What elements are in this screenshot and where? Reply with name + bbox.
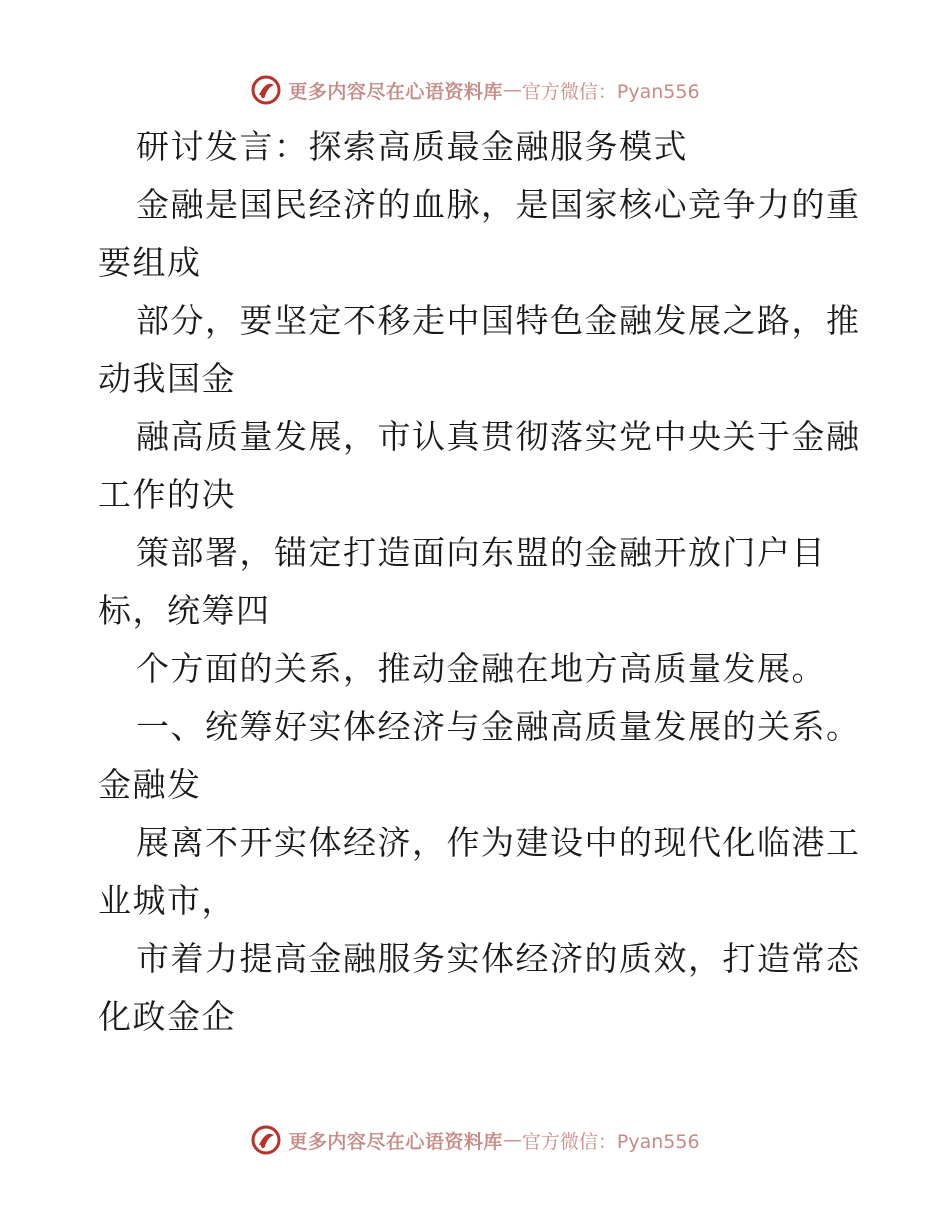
- document-title: 研讨发言：探索高质最金融服务模式: [136, 127, 688, 166]
- text-line: 部分，要坚定不移走中国特色金融发展之路，推: [136, 301, 861, 340]
- watermark-wechat-text: 官方微信：Pyan556: [521, 80, 700, 103]
- text-line: 策部署，锚定打造面向东盟的金融开放门户目: [136, 533, 826, 572]
- footer-watermark: [0, 1120, 950, 1160]
- watermark-main-text: 更多内容尽在心语资料库: [288, 1130, 503, 1153]
- text-line: 工作的决: [98, 475, 236, 514]
- text-line: 个方面的关系，推动金融在地方高质量发展。: [136, 649, 826, 688]
- brand-logo-icon: [250, 1124, 282, 1156]
- watermark-wechat-text: 官方微信：Pyan556: [521, 1130, 700, 1153]
- document-body: [98, 118, 861, 1046]
- text-line: 标，统筹四: [98, 591, 271, 630]
- text-line: 展离不开实体经济，作为建设中的现代化临港工: [136, 823, 861, 862]
- text-line: 市着力提高金融服务实体经济的质效，打造常态: [136, 939, 861, 978]
- watermark-dash: —: [502, 1129, 522, 1151]
- text-line: 化政金企: [98, 997, 236, 1036]
- text-line: 金融发: [98, 765, 202, 804]
- text-line: 金融是国民经济的血脉，是国家核心竞争力的重: [136, 185, 861, 224]
- text-line: 融高质量发展，市认真贯彻落实党中央关于金融: [136, 417, 861, 456]
- watermark-main-text: 更多内容尽在心语资料库: [288, 80, 503, 103]
- brand-logo-icon: [250, 74, 282, 106]
- text-line: 业城市，: [98, 881, 236, 920]
- header-watermark: [0, 70, 950, 110]
- text-line: 要组成: [98, 243, 202, 282]
- text-line: 动我国金: [98, 359, 236, 398]
- section-heading: 一、统筹好实体经济与金融高质量发展的关系。: [136, 707, 861, 746]
- watermark-dash: —: [502, 79, 522, 101]
